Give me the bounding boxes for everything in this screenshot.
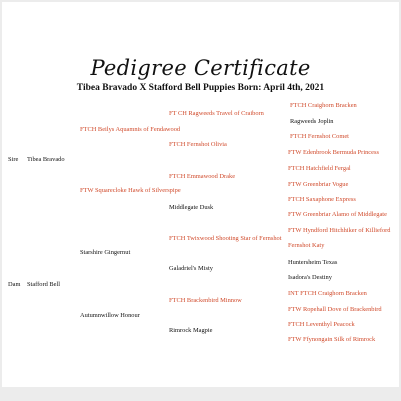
gen4-ancestor: INT FTCH Craighorn Bracken (288, 290, 367, 297)
gen3-ancestor: Rimrock Magpie (169, 327, 213, 334)
dam-name: Stafford Bell (27, 281, 61, 288)
dam-sire: Starshire Gingernut (80, 249, 131, 256)
gen3-ancestor: FT CH Ragweeds Travel of Craiborn (169, 110, 264, 117)
gen4-ancestor: FTCH Hatchfield Fergal (288, 165, 351, 172)
gen4-ancestor: Isadora's Destiny (288, 274, 332, 281)
gen4-ancestor: FTCH Fernshot Comet (290, 133, 349, 140)
gen4-ancestor: Ragweeds Joplin (290, 118, 334, 125)
sire-dam: FTW Squarecloke Hawk of Silverspipe (80, 187, 181, 194)
gen4-ancestor: FTW Hyndford Hitchhiker of Killieford (288, 227, 391, 234)
sire-sire: FTCH Beilys Aquamnis of Fendawood (80, 126, 181, 133)
gen4-ancestor: Fernshot Katy (288, 242, 325, 249)
gen4-ancestor: FTCH Leventhyl Peacock (288, 321, 355, 328)
gen4-ancestor: FTW Greenbriar Alamo of Middlegate (288, 211, 387, 218)
bottom-margin (0, 387, 401, 401)
gen3-ancestor: FTCH Fernshot Olivia (169, 141, 227, 148)
page-subtitle: Tibea Bravado X Stafford Bell Puppies Born: April 4th, 2021 (76, 83, 325, 93)
gen3-ancestor: Galadriel's Misty (169, 265, 213, 272)
dam-label: Dam (8, 281, 21, 288)
gen4-ancestor: FTCH Craighorn Bracken (290, 102, 357, 109)
gen3-ancestor: Middlegate Dusk (169, 204, 214, 211)
sire-name: Tibea Bravado (27, 156, 65, 163)
gen3-ancestor: FTCH Twixwood Shooting Star of Fernshot (169, 235, 282, 242)
gen3-ancestor: FTCH Emmawood Drake (169, 173, 236, 180)
dam-dam: Autumnwillow Honour (80, 312, 140, 319)
gen4-ancestor: FTW Ffynongain Silk of Rimrock (288, 336, 376, 343)
gen4-ancestor: Huntersheim Texas (288, 259, 338, 266)
page-title: Pedigree Certificate (90, 56, 311, 80)
gen4-ancestor: FTW Ropehall Dove of Brackenbird (288, 306, 382, 313)
gen4-ancestor: FTCH Saxaphone Express (288, 196, 356, 203)
gen3-ancestor: FTCH Brackenbird Minnow (169, 297, 242, 304)
sire-label: Sire (8, 156, 19, 163)
gen4-ancestor: FTW Greenbriar Vogue (288, 181, 349, 188)
gen4-ancestor: FTW Edenbrook Bermuda Princess (288, 149, 379, 156)
